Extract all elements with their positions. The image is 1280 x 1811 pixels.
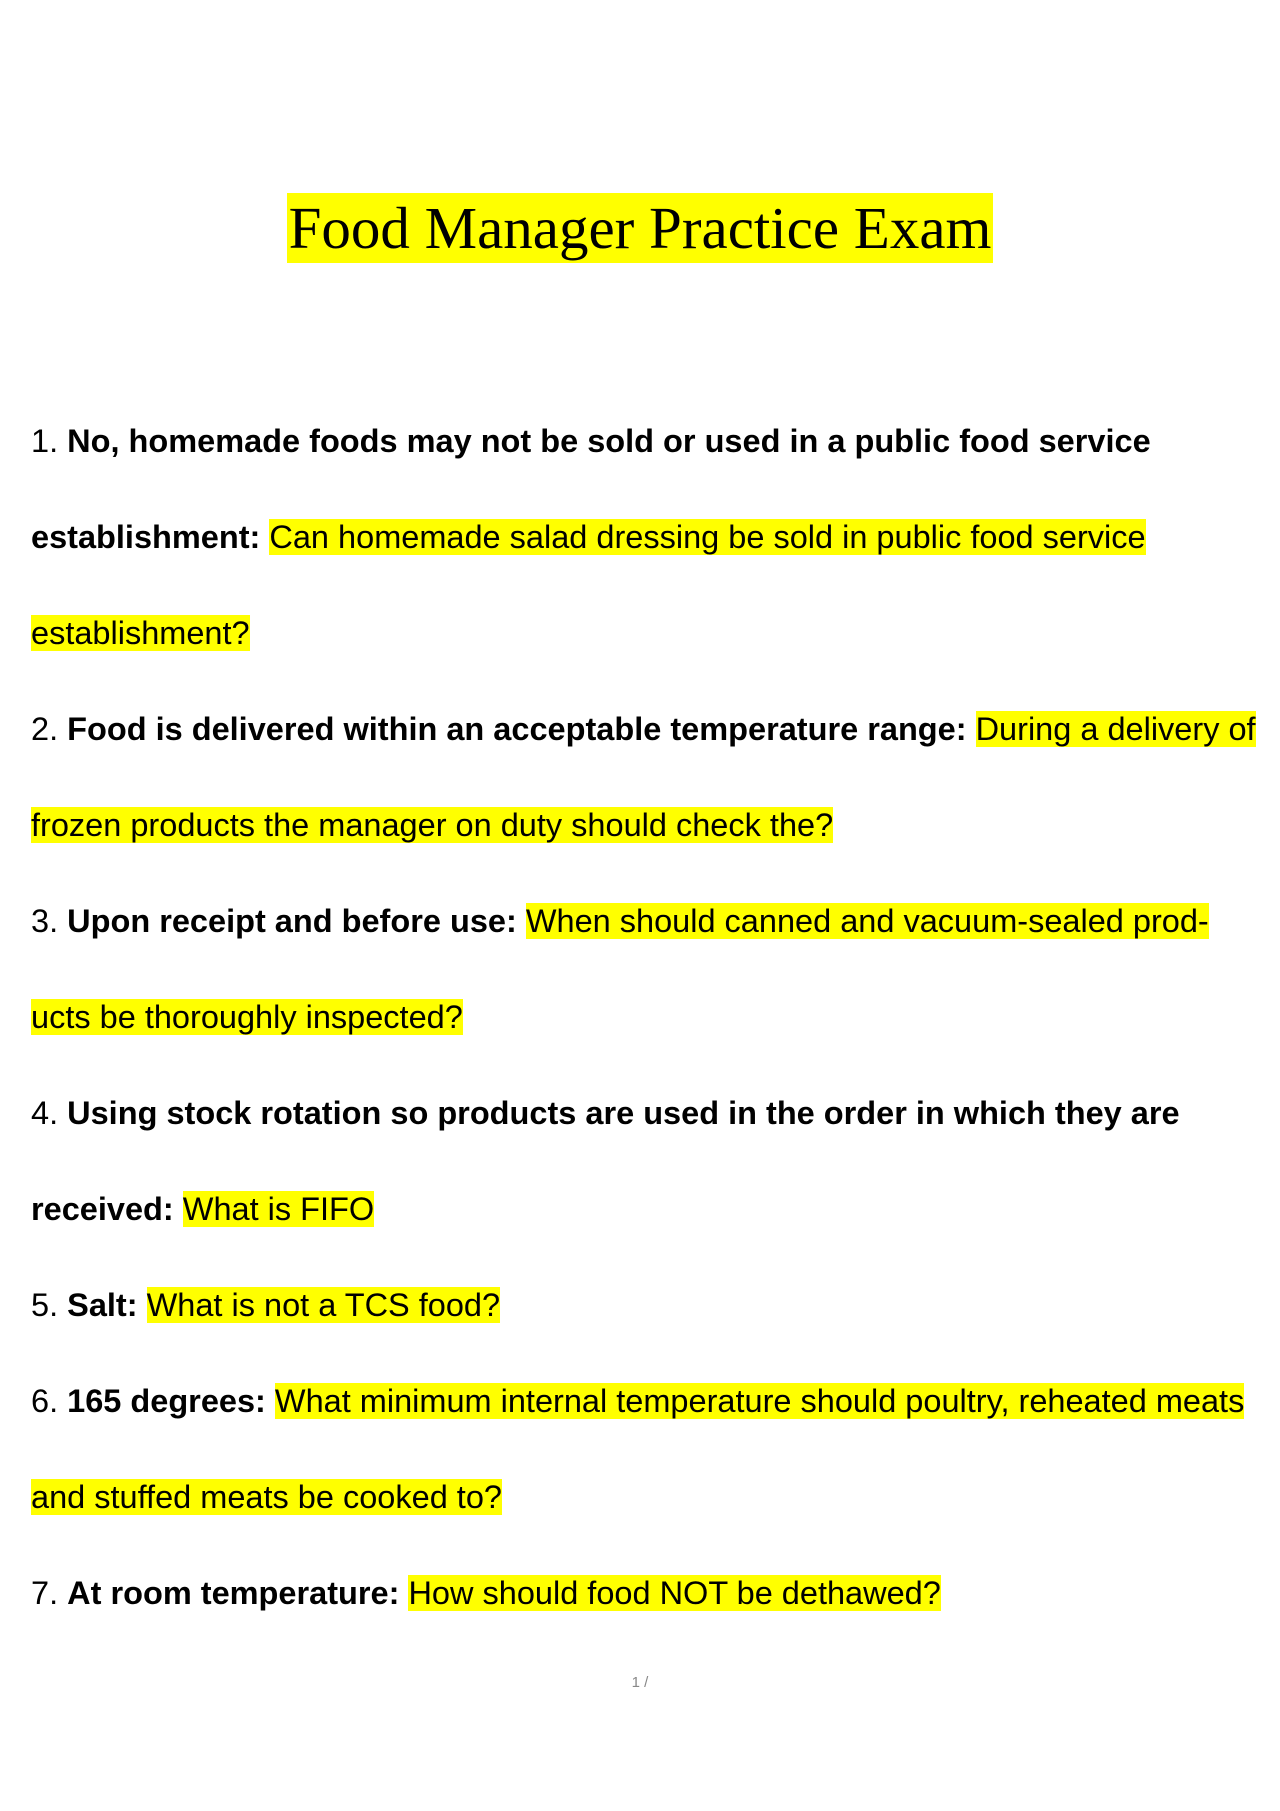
item-number: 7. [31, 1575, 59, 1611]
question-list [31, 393, 1256, 1641]
item-number: 1. [31, 423, 59, 459]
item-answer: Upon receipt and before use: [67, 903, 517, 939]
item-answer: No, homemade foods may not be sold or used in a public food service establishment: [31, 423, 1151, 555]
list-item [31, 1545, 1256, 1641]
item-question: What is FIFO [182, 1191, 375, 1227]
list-item [31, 393, 1256, 681]
list-item [31, 1257, 1256, 1353]
item-answer: Food is delivered within an acceptable temperature range: [67, 711, 967, 747]
page-title: Food Manager Practice Exam [288, 195, 992, 261]
item-answer: Using stock rotation so products are used in the order in which they are received: [31, 1095, 1180, 1227]
list-item [31, 1065, 1256, 1257]
item-question: When should canned and vacuum-sealed prod- ucts be thoroughly inspected? [31, 903, 1209, 1035]
item-number: 5. [31, 1287, 59, 1323]
list-item [31, 1353, 1256, 1545]
item-question: What minimum internal temperature should poultry, reheated meats and stuffed meats be cooked to? [31, 1383, 1245, 1515]
item-number: 4. [31, 1095, 59, 1131]
item-question: Can homemade salad dressing be sold in public food service establishment? [31, 519, 1146, 651]
item-answer: 165 degrees: [67, 1383, 266, 1419]
list-item [31, 873, 1256, 1065]
item-question: What is not a TCS food? [146, 1287, 501, 1323]
item-answer: Salt: [67, 1287, 138, 1323]
list-item [31, 681, 1256, 873]
item-number: 2. [31, 711, 59, 747]
item-question: During a delivery of frozen products the manager on duty should check the? [31, 711, 1256, 843]
item-question: How should food NOT be dethawed? [408, 1575, 941, 1611]
item-number: 3. [31, 903, 59, 939]
item-answer: At room temperature: [67, 1575, 400, 1611]
page-number: 1 / [631, 1674, 649, 1691]
title-container [0, 193, 1280, 263]
item-number: 6. [31, 1383, 59, 1419]
